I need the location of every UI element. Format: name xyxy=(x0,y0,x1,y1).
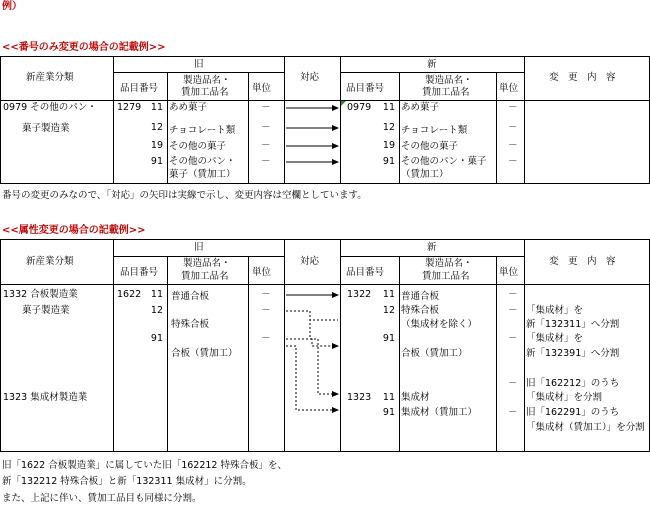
s1-new-sub-1: 11 xyxy=(382,102,395,113)
s1-header-new-product2: 賃加工品名 xyxy=(422,87,470,98)
s1-new-code: 0979 xyxy=(347,102,372,113)
s1-old-unit-3: － xyxy=(261,140,271,151)
s2-header-old-product2: 賃加工品名 xyxy=(181,271,229,282)
s2-change-2: 新「132311」へ分割 xyxy=(526,319,620,330)
s2-change-3: 「集成材」を xyxy=(526,333,584,344)
s1-old-name-3: その他の菓子 xyxy=(169,141,227,152)
s2-new-a-name-2: 特殊合板 xyxy=(401,305,440,316)
s1-header-correspondence: 対応 xyxy=(300,72,320,83)
s1-new-name-1: あめ菓子 xyxy=(401,102,440,113)
s1-header-new-product1: 製造品名・ xyxy=(425,75,473,86)
s2-arrow-dashed-2 xyxy=(286,311,338,346)
s2-header-old-product1: 製造品名・ xyxy=(183,258,231,269)
s1-header-old-unit: 単位 xyxy=(252,83,272,94)
s2-header-new-itemno: 品目番号 xyxy=(346,267,385,278)
s1-new-name-4: その他のパン・菓子 xyxy=(401,156,487,167)
s1-old-sub-2: 12 xyxy=(150,122,163,133)
s2-header-new-unit: 単位 xyxy=(499,267,519,278)
s2-new-a-unit-4: － xyxy=(508,333,518,344)
s1-old-unit-1: － xyxy=(261,102,271,113)
s1-new-unit-1: － xyxy=(508,102,518,113)
s1-header-change: 変 更 内 容 xyxy=(549,72,616,83)
s1-old-code: 1279 xyxy=(117,102,142,113)
s1-old-unit-2: － xyxy=(261,122,271,133)
s1-old-name-4: その他のパン・ xyxy=(169,156,236,167)
s2-note-1: 旧「1622 合板製造業」に属していた旧「162212 特殊合板」を、 xyxy=(2,460,287,471)
s2-old-code: 1622 xyxy=(117,289,142,300)
s1-old-sub-1: 11 xyxy=(150,102,163,113)
s1-header-industry: 新産業分類 xyxy=(26,72,74,83)
s1-industry-line2: 菓子製造業 xyxy=(22,123,70,134)
top-fragment: 例） xyxy=(2,1,22,12)
s2-new-a-unit-1: － xyxy=(508,289,518,300)
s1-new-name-4-cont: （賃加工） xyxy=(401,169,449,180)
s2-new-a-sub-1: 11 xyxy=(382,289,395,300)
s2-old-name-1: 普通合板 xyxy=(171,291,210,302)
s2-new-b-unit-1: － xyxy=(508,378,518,389)
s2-note-3: また、上記に伴い、賃加工品目も同様に分割。 xyxy=(2,493,202,504)
s2-header-old-unit: 単位 xyxy=(252,267,272,278)
s2-new-a-sub-4: 91 xyxy=(382,333,395,344)
s2-old-unit-3: － xyxy=(261,333,271,344)
section2-title: <<属性変更の場合の記載例>> xyxy=(2,225,146,236)
s2-change-5: 旧「162212」のうち xyxy=(526,378,620,389)
s2-change-6: 「集成材」を分割 xyxy=(526,392,603,403)
s1-old-sub-3: 19 xyxy=(150,140,163,151)
s1-header-old-product1: 製造品名・ xyxy=(183,75,231,86)
s1-industry-line1: 0979 その他のパン・ xyxy=(3,102,97,113)
s1-old-name-2: チョコレート類 xyxy=(169,125,236,136)
s2-new-b-name-2: 集成材（賃加工） xyxy=(401,407,478,418)
s2-new-a-sub-2: 12 xyxy=(382,305,395,316)
s2-industry-a: 1332 合板製造業 xyxy=(3,289,78,300)
s1-note: 番号の変更のみなので、「対応」の矢印は実線で示し、変更内容は空欄としています。 xyxy=(2,190,367,201)
s2-old-sub-3: 91 xyxy=(150,333,163,344)
s1-header-old-product2: 賃加工品名 xyxy=(181,87,229,98)
s2-old-unit-2: － xyxy=(261,305,271,316)
s2-new-a-name-1: 普通合板 xyxy=(401,291,440,302)
s1-old-name-4-cont: 菓子（賃加工） xyxy=(169,169,236,180)
s1-new-unit-3: － xyxy=(508,140,518,151)
s2-arrow-dashed-5 xyxy=(286,346,338,410)
s2-arrow-dashed-3 xyxy=(310,311,338,320)
s2-old-sub-2: 12 xyxy=(150,305,163,316)
s2-new-a-unit-2: － xyxy=(508,305,518,316)
s2-header-old: 旧 xyxy=(194,242,204,253)
s2-header-new-product1: 製造品名・ xyxy=(425,258,473,269)
s2-change-8: 「集成材（賃加工）」を分割 xyxy=(526,422,645,433)
s1-header-new-itemno: 品目番号 xyxy=(346,83,385,94)
s2-new-a-name-4: 合板（賃加工） xyxy=(401,348,468,359)
s1-old-unit-4: － xyxy=(261,156,271,167)
s1-old-name-1: あめ菓子 xyxy=(169,102,208,113)
section1-title: <<番号のみ変更の場合の記載例>> xyxy=(2,42,166,53)
s1-header-old: 旧 xyxy=(194,59,204,70)
s2-change-4: 新「132391」へ分割 xyxy=(526,348,620,359)
s1-header-new-unit: 単位 xyxy=(499,83,519,94)
s1-new-unit-2: － xyxy=(508,122,518,133)
s1-header-new: 新 xyxy=(427,59,437,70)
s2-old-unit-1: － xyxy=(261,289,271,300)
s2-header-industry: 新産業分類 xyxy=(26,256,74,267)
s2-note-2: 新「132212 特殊合板」と新「132311 集成材」に分割。 xyxy=(2,476,252,487)
s1-new-name-3: その他の菓子 xyxy=(401,141,459,152)
s2-new-b-sub-2: 91 xyxy=(382,407,395,418)
s2-industry-a2: 菓子製造業 xyxy=(22,305,70,316)
s2-new-code-a: 1322 xyxy=(347,289,372,300)
s2-header-new: 新 xyxy=(427,242,437,253)
s2-new-b-sub-1: 11 xyxy=(382,392,395,403)
s2-header-new-product2: 賃加工品名 xyxy=(422,271,470,282)
s1-old-sub-4: 91 xyxy=(150,156,163,167)
s2-new-b-name-1: 集成材 xyxy=(401,392,430,403)
s1-new-name-2: チョコレート類 xyxy=(401,125,468,136)
s2-arrow-dashed-4 xyxy=(286,339,338,394)
s2-header-correspondence: 対応 xyxy=(300,256,320,267)
s1-new-sub-4: 91 xyxy=(382,156,395,167)
s1-header-old-itemno: 品目番号 xyxy=(120,83,159,94)
s2-new-code-b: 1323 xyxy=(347,392,372,403)
s2-old-name-2: 特殊合板 xyxy=(171,319,210,330)
s1-new-sub-3: 19 xyxy=(382,140,395,151)
s2-old-name-3: 合板（賃加工） xyxy=(171,348,238,359)
s2-new-a-name-3: （集成材を除く） xyxy=(401,319,478,330)
s1-new-sub-2: 12 xyxy=(382,122,395,133)
s2-change-7: 旧「162291」のうち xyxy=(526,407,620,418)
s2-header-change: 変 更 内 容 xyxy=(549,256,616,267)
s1-new-unit-4: － xyxy=(508,156,518,167)
s2-industry-b: 1323 集成材製造業 xyxy=(3,392,88,403)
s2-old-sub-1: 11 xyxy=(150,289,163,300)
s2-new-b-unit-2: － xyxy=(508,407,518,418)
s2-header-old-itemno: 品目番号 xyxy=(120,267,159,278)
s2-change-1: 「集成材」を xyxy=(526,305,584,316)
